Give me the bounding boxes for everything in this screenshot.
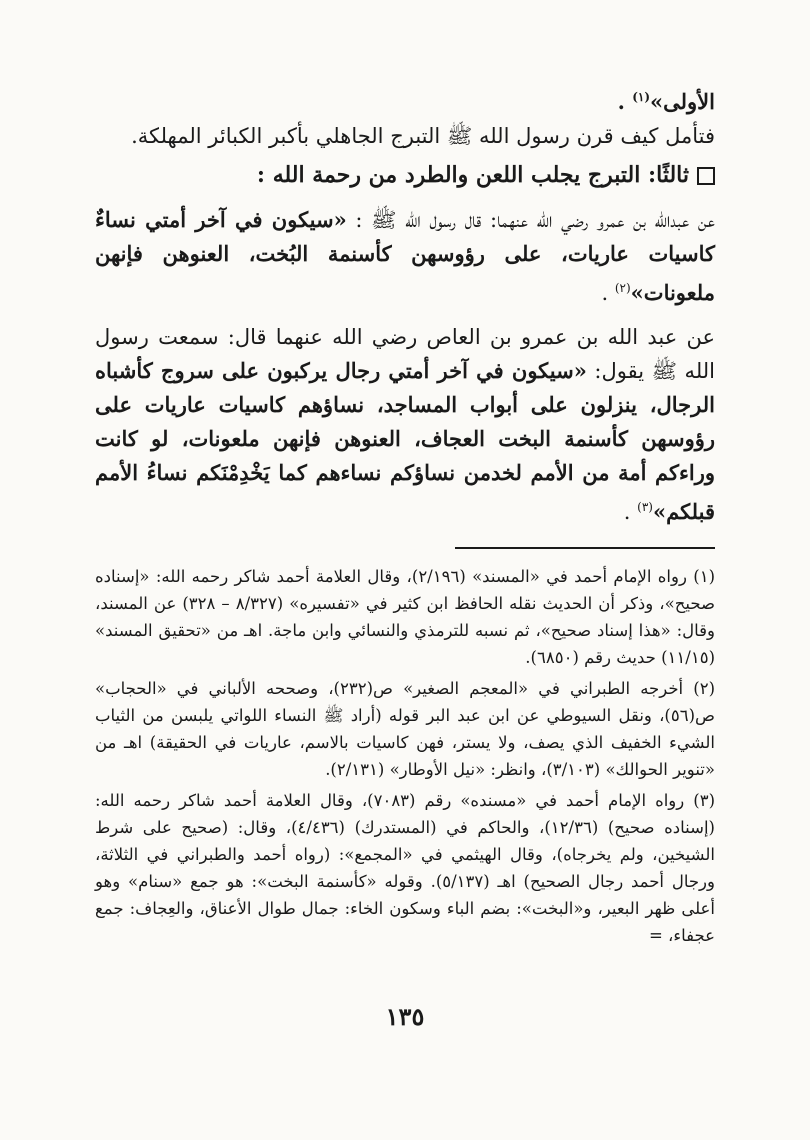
square-bullet-icon [697,167,715,185]
footnote-2 [95,675,715,783]
footnote-text: رواه الإمام أحمد في «مسنده» رقم (٧٠٨٣)، وقال العلامة أحمد شاكر رحمه الله: (إسناده صحيح) (١٢/٣٦)، والحاكم في (المستدرك) (٤/٤٣٦)، وقال: (صحيح على شرط الشيخين، ولم يخرجاه)، وقال الهيثمي في «المجمع»: (رواه أحمد والطبراني في الثلاثة، ورجال أحمد رجال الصحيح) اهـ (٥/١٣٧). وقوله «كأسنمة البخت»: هو جمع «سنام» وهو أعلى ظهر البعير، و«البخت»: بضم الباء وسكون الخاء: جمال طوال الأعناق، والعِجاف: جمع عجفاء، = [95,791,715,945]
period: . [623,500,631,524]
paragraph-3 [95,320,715,529]
paragraph-2-intro: عن عبدالله بن عمرو رضي الله عنهما: قال رسول الله ﷺ : [355,208,715,232]
period: . [601,281,609,305]
footnote-3 [95,787,715,949]
page-body [95,80,715,953]
paragraph-2-hadith: «سيكون في آخر أمتي نساءٌ كاسيات عاريات، على رؤوسهن كأسنمة البُخت، العنوهن فإنهن ملعونات» [95,207,715,305]
footnote-number: (٣) [693,791,716,810]
footnote-text: رواه الإمام أحمد في «المسند» (٢/١٩٦)، وقال العلامة أحمد شاكر رحمه الله: «إسناده صحيح»، وذكر أن الحديث نقله الحافظ ابن كثير في «تفسيره» (٨/٣٢٧ – ٣٢٨) عن المسند، وقال: «هذا إسناد صحيح»، ثم نسبه للترمذي والنسائي وابن ماجة. اهـ من «تحقيق المسند» (١١/١٥) حديث رقم (٦٨٥٠). [95,567,715,667]
footnote-ref-2: (٢) [614,281,631,295]
continuation-line [95,80,715,119]
footnote-1 [95,563,715,671]
paragraph-2 [95,203,715,310]
footnote-number: (١) [693,567,716,586]
paragraph-3-hadith: «سيكون في آخر أمتي رجال يركبون على سروج كأشباه الرجال، ينزلون على أبواب المساجد، نساؤهم كاسيات عاريات على رؤوسهن كأسنمة البخت العجاف، العنوهن فإنهن ملعونات، لو كانت وراءكم أمة من الأمم لخدمن نساؤكم نساءهم كما يَخْدِمْنَكم نساءُ الأمم قبلكم» [95,358,715,524]
heading-text: ثالثًا: التبرج يجلب اللعن والطرد من رحمة الله : [256,162,689,188]
footnote-number: (٢) [693,679,715,698]
period: . [617,89,625,114]
footnote-text: أخرجه الطبراني في «المعجم الصغير» ص(٢٣٢)، وصححه الألباني في «الحجاب» ص(٥٦)، ونقل السيوطي عن ابن عبد البر قوله (أراد ﷺ النساء اللواتي يلبسن من الثياب الشيء الخفيف الذي يصف، ولا يستر، فهن كاسيات بالاسم، عاريات في الحقيقة) اهـ من «تنوير الحوالك» (٣/١٠٣)، وانظر: «نيل الأوطار» (٢/١٣١). [95,679,715,779]
section-heading [95,157,715,193]
footnote-ref-3: (٣) [637,500,653,514]
paragraph-3-intro: عن عبد الله بن عمرو بن العاص رضي الله عنهما قال: سمعت رسول الله ﷺ يقول: [95,325,715,383]
footnote-ref-1: (١) [632,90,651,104]
continuation-text: الأولى» [650,89,715,114]
footnote-divider [455,547,715,549]
paragraph-1: فتأمل كيف قرن رسول الله ﷺ التبرج الجاهلي بأكبر الكبائر المهلكة. [131,124,715,148]
page-number: ١٣٥ [385,1002,425,1031]
